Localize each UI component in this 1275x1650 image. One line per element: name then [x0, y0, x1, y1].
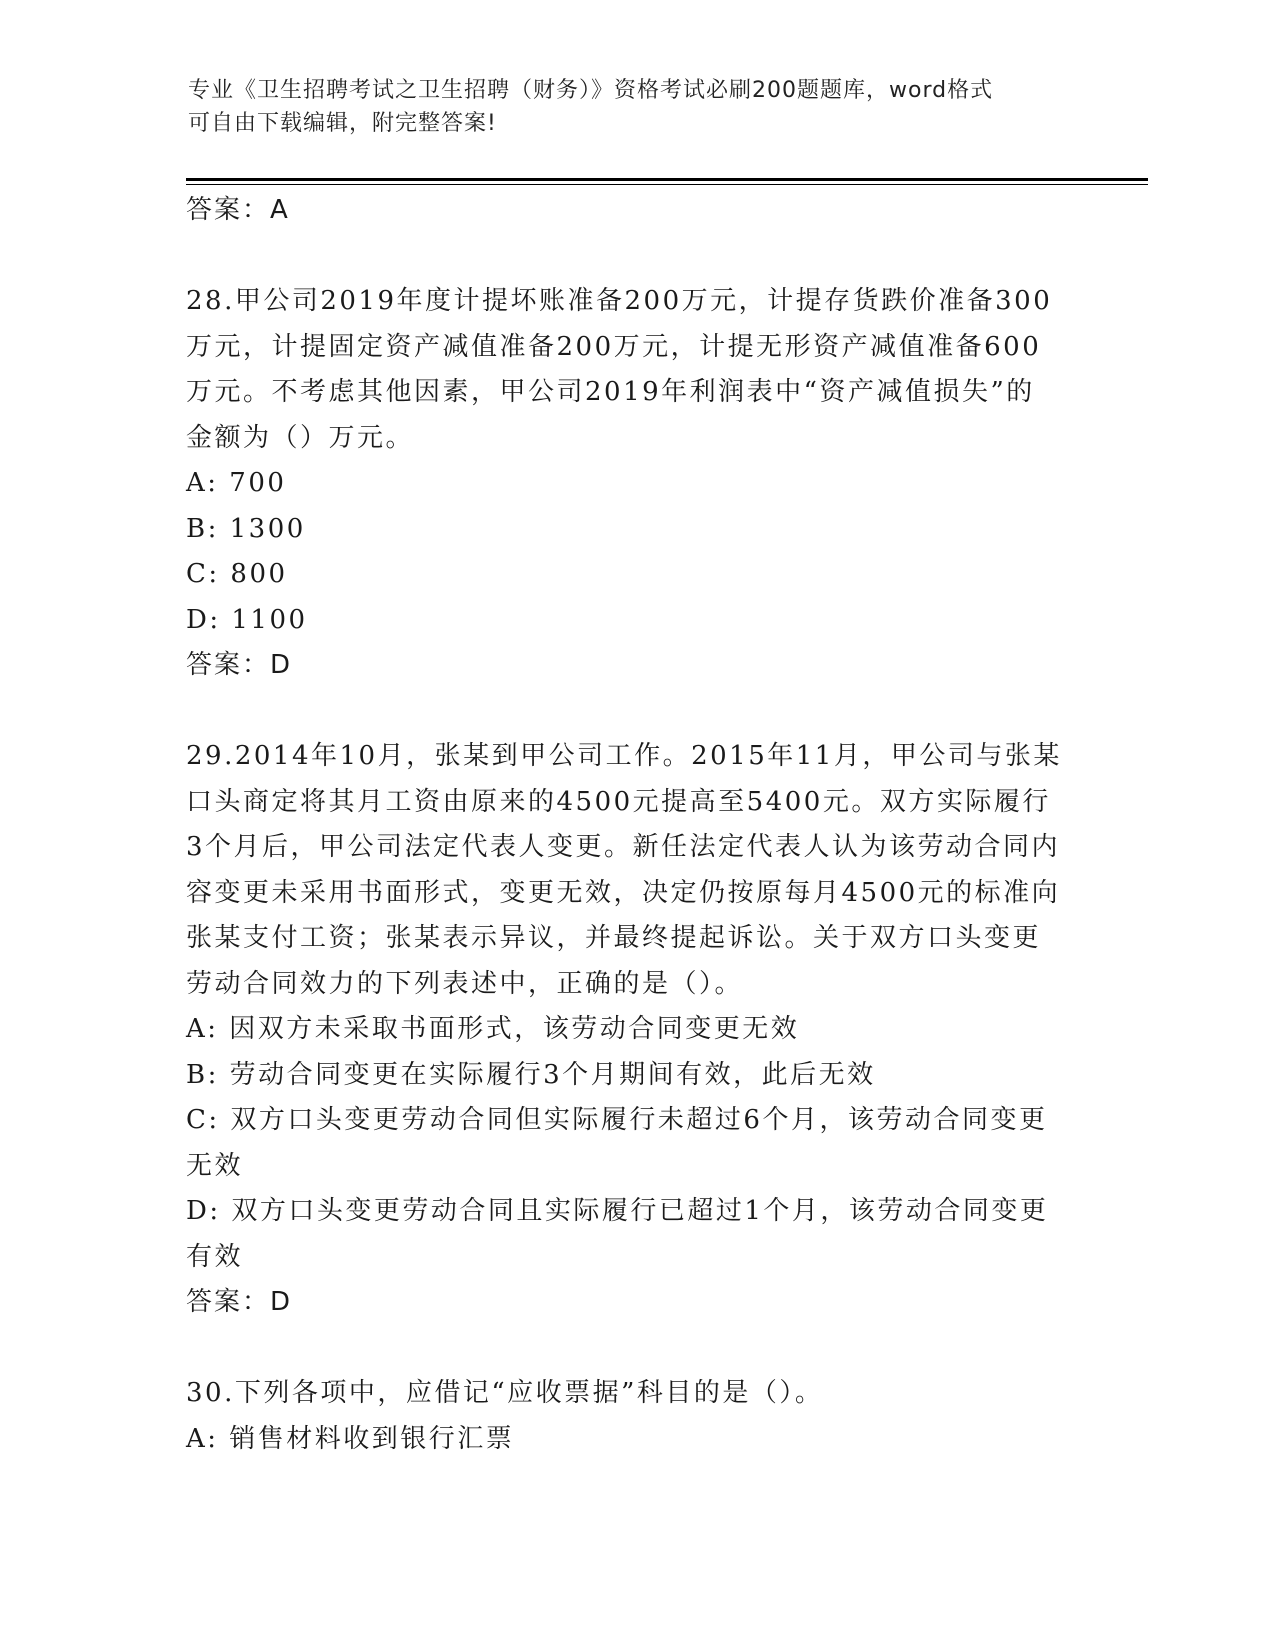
option-c: C: 800: [186, 559, 288, 589]
document-header: [188, 74, 1088, 140]
question-text-line: 口头商定将其月工资由原来的4500元提高至5400元。双方实际履行: [186, 786, 1051, 817]
document-body: [186, 188, 1086, 1462]
question-text-line: 张某支付工资；张某表示异议，并最终提起诉讼。关于双方口头变更: [186, 923, 1042, 953]
option-b: B: 劳动合同变更在实际履行3个月期间有效，此后无效: [186, 1059, 876, 1090]
answer-line: 答案：A: [186, 195, 290, 225]
question-28: [186, 279, 1086, 689]
spacer: [186, 1326, 1086, 1372]
option-a: A: 销售材料收到银行汇票: [186, 1423, 515, 1454]
answer-line: 答案：D: [186, 650, 293, 680]
answer-line: 答案：D: [186, 1287, 293, 1317]
question-text-line: 3个月后，甲公司法定代表人变更。新任法定代表人认为该劳动合同内: [186, 832, 1061, 862]
option-a: A: 因双方未采取书面形式，该劳动合同变更无效: [186, 1014, 800, 1044]
option-c-continued: 无效: [186, 1150, 244, 1181]
question-text-line: 劳动合同效力的下列表述中，正确的是（）。: [186, 968, 744, 999]
header-rule-thick: [186, 178, 1148, 181]
question-text-line: 万元，计提固定资产减值准备200万元，计提无形资产减值准备600: [186, 331, 1042, 362]
spacer: [186, 234, 1086, 280]
question-text-line: 30.下列各项中，应借记“应收票据”科目的是（）。: [186, 1378, 824, 1408]
question-30: [186, 1371, 1086, 1462]
spacer: [186, 689, 1086, 735]
option-c: C: 双方口头变更劳动合同但实际履行未超过6个月，该劳动合同变更: [186, 1105, 1048, 1135]
option-d: D: 1100: [186, 604, 308, 635]
option-d: D: 双方口头变更劳动合同且实际履行已超过1个月，该劳动合同变更: [186, 1196, 1049, 1226]
question-text-line: 金额为（）万元。: [186, 422, 415, 453]
question-29: [186, 734, 1086, 1326]
question-text-line: 29.2014年10月，张某到甲公司工作。2015年11月，甲公司与张某: [186, 741, 1062, 771]
question-text-line: 28.甲公司2019年度计提坏账准备200万元，计提存货跌价准备300: [186, 286, 1053, 316]
option-b: B: 1300: [186, 513, 306, 544]
header-line-2: 可自由下载编辑，附完整答案!: [188, 111, 497, 136]
option-a: A: 700: [186, 468, 287, 498]
question-text-line: 容变更未采用书面形式，变更无效，决定仍按原每月4500元的标准向: [186, 877, 1061, 908]
header-rule-thin: [186, 184, 1148, 185]
header-line-1: 专业《卫生招聘考试之卫生招聘（财务）》资格考试必刷200题题库，word格式: [188, 78, 994, 103]
option-d-continued: 有效: [186, 1241, 244, 1272]
question-text-line: 万元。不考虑其他因素，甲公司2019年利润表中“资产减值损失”的: [186, 377, 1035, 407]
